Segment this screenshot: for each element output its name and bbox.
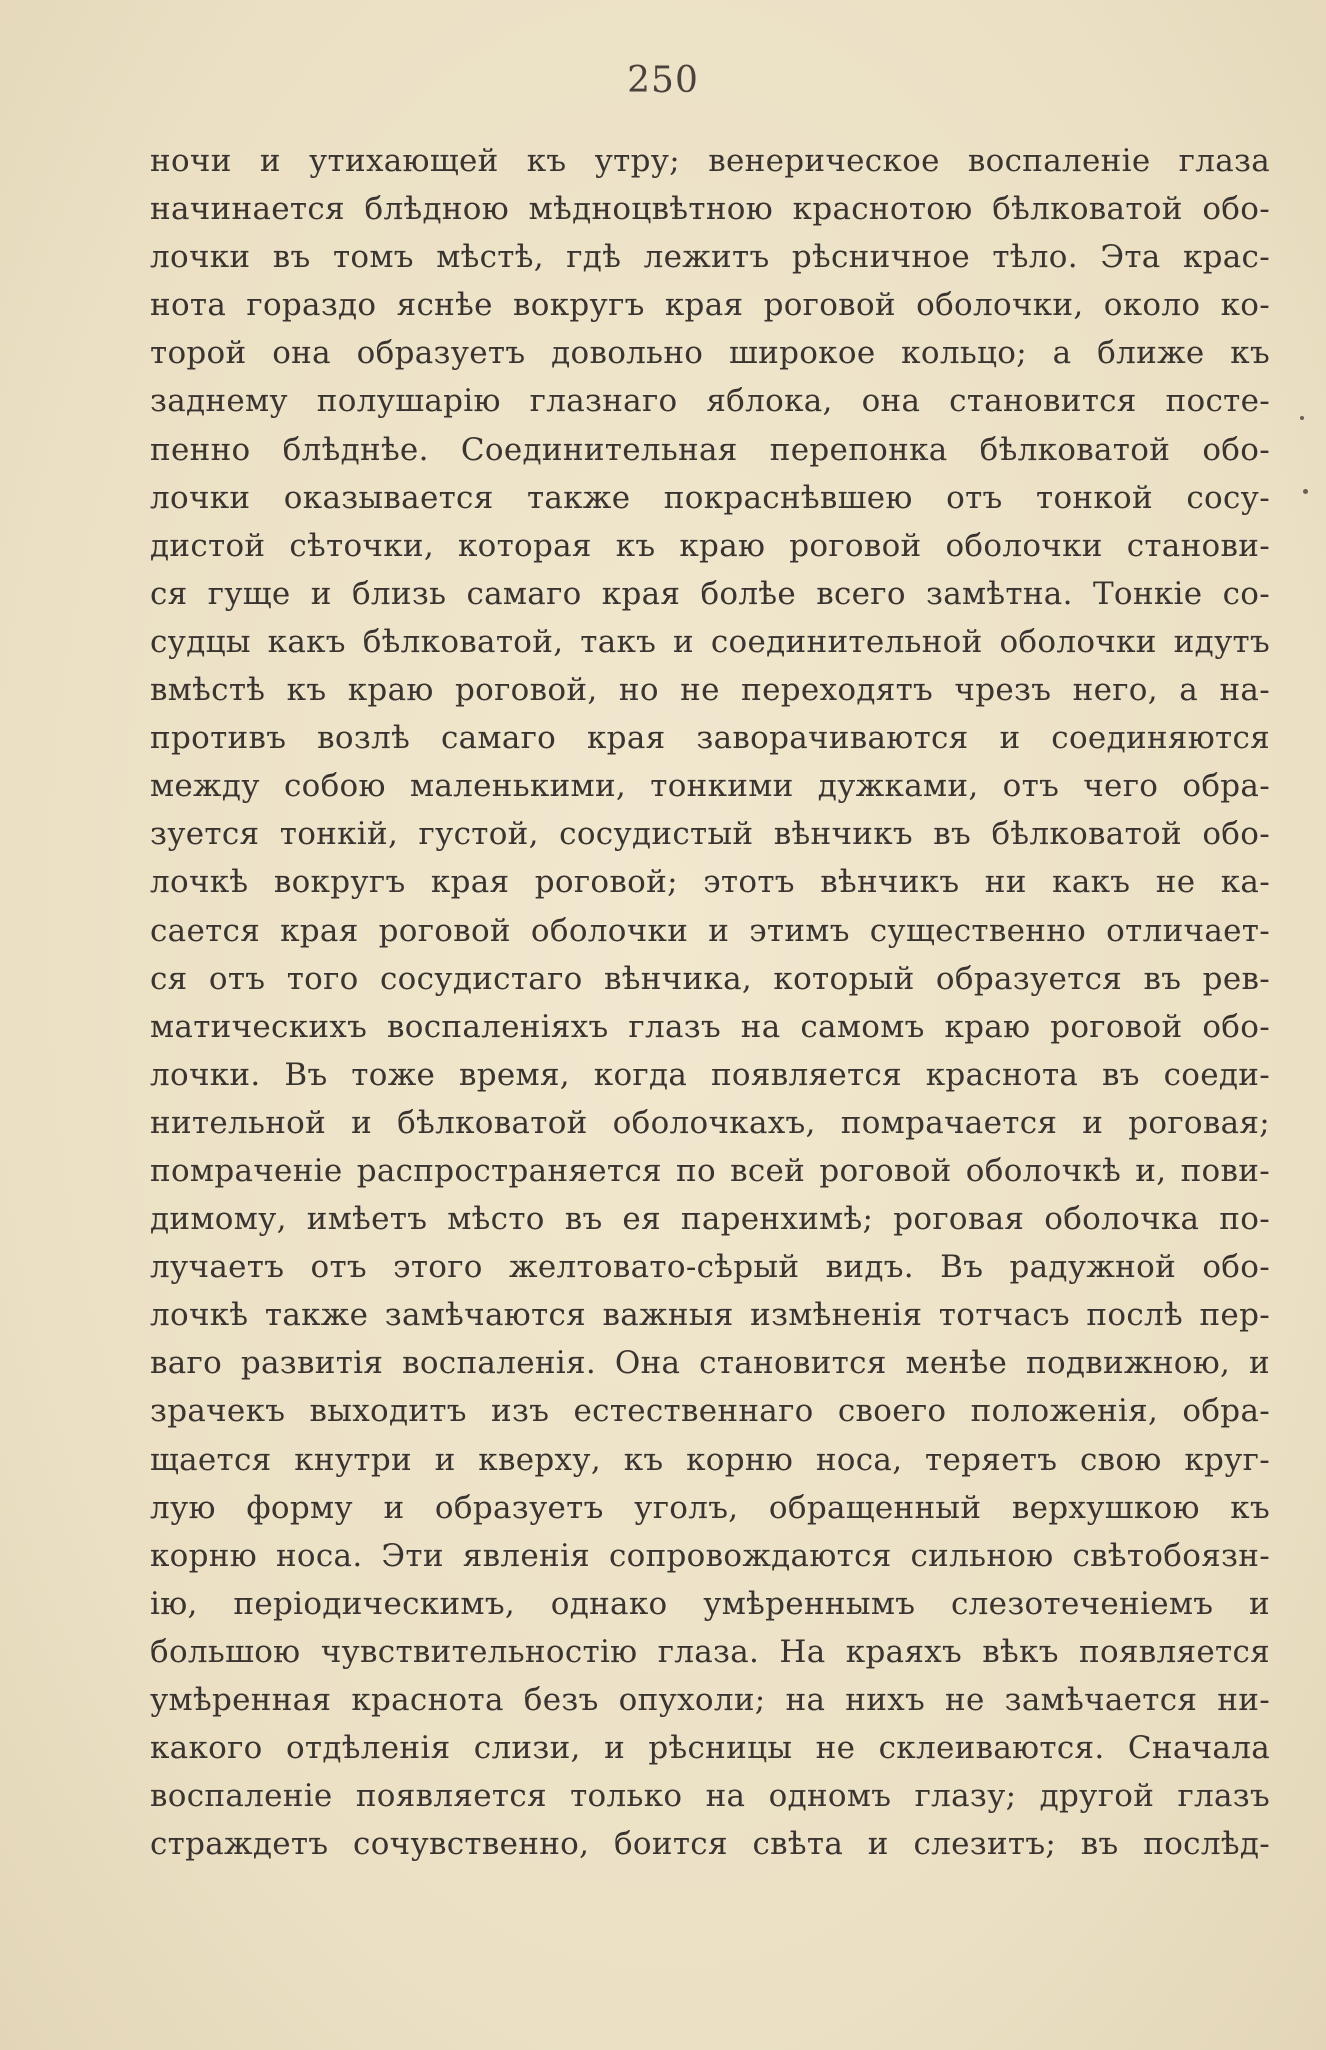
text-line: ночи и утихающей къ утру; венерическое воспаленіе глаза [150, 143, 1270, 179]
page-number: 250 [627, 60, 699, 101]
text-line: зрачекъ выходитъ изъ естественнаго своего положенія, обра- [150, 1393, 1270, 1430]
text-line: ваго развитія воспаленія. Она становится менѣе подвижною, и [150, 1345, 1270, 1382]
text-line: сается края роговой оболочки и этимъ существенно отличает- [150, 912, 1270, 949]
text-line: помраченіе распространяется по всей роговой оболочкѣ и, пови- [150, 1152, 1270, 1189]
text-line: умѣренная краснота безъ опухоли; на нихъ не замѣчается ни- [150, 1682, 1270, 1718]
text-line: начинается блѣдною мѣдноцвѣтною краснотою бѣлковатой обо- [150, 191, 1270, 228]
text-line: матическихъ воспаленіяхъ глазъ на самомъ краю роговой обо- [150, 1008, 1270, 1045]
text-line: нота гораздо яснѣе вокругъ края роговой оболочки, около ко- [150, 287, 1270, 324]
text-line: зуется тонкій, густой, сосудистый вѣнчикъ въ бѣлковатой обо- [150, 816, 1270, 853]
text-line: лочки оказывается также покраснѣвшею отъ тонкой сосу- [150, 479, 1270, 516]
text-line: нительной и бѣлковатой оболочкахъ, помрачается и роговая; [150, 1104, 1270, 1141]
text-line: корню носа. Эти явленія сопровождаются сильною свѣтобоязн- [150, 1537, 1270, 1574]
text-line: лочки. Въ тоже время, когда появляется краснота въ соеди- [150, 1056, 1270, 1093]
text-line: лочкѣ также замѣчаются важныя измѣненія тотчасъ послѣ пер- [150, 1297, 1270, 1334]
body-text [150, 137, 1270, 1868]
text-line: противъ возлѣ самаго края заворачиваются и соединяются [150, 720, 1270, 757]
text-line: заднему полушарію глазнаго яблока, она становится посте- [150, 383, 1270, 420]
text-line: щается кнутри и кверху, къ корню носа, теряетъ свою круг- [150, 1441, 1270, 1478]
text-line: воспаленіе появляется только на одномъ глазу; другой глазъ [150, 1778, 1270, 1815]
text-line: торой она образуетъ довольно широкое кольцо; а ближе къ [150, 335, 1270, 372]
text-line: пенно блѣднѣе. Соединительная перепонка бѣлковатой обо- [150, 431, 1270, 468]
ink-speck [1300, 416, 1304, 420]
ink-speck [1303, 489, 1308, 494]
text-line: димому, имѣетъ мѣсто въ ея паренхимѣ; роговая оболочка по- [150, 1201, 1270, 1238]
text-line: ся гуще и близь самаго края болѣе всего замѣтна. Тонкіе со- [150, 575, 1270, 612]
text-line: ію, періодическимъ, однако умѣреннымъ слезотеченіемъ и [150, 1585, 1270, 1622]
text-line: страждетъ сочувственно, боится свѣта и слезитъ; въ послѣд- [150, 1826, 1270, 1863]
text-line: какого отдѣленія слизи, и рѣсницы не склеиваются. Сначала [150, 1730, 1270, 1767]
text-line: лочки въ томъ мѣстѣ, гдѣ лежитъ рѣсничное тѣло. Эта крас- [150, 239, 1270, 276]
text-line: лочкѣ вокругъ края роговой; этотъ вѣнчикъ ни какъ не ка- [150, 864, 1270, 901]
text-line: вмѣстѣ къ краю роговой, но не переходятъ чрезъ него, а на- [150, 672, 1270, 709]
text-line: ся отъ того сосудистаго вѣнчика, который образуется въ рев- [150, 960, 1270, 997]
text-line: большою чувствительностію глаза. На краяхъ вѣкъ появляется [150, 1633, 1270, 1670]
text-line: судцы какъ бѣлковатой, такъ и соединительной оболочки идутъ [150, 623, 1270, 660]
text-line: лучаетъ отъ этого желтовато-сѣрый видъ. Въ радужной обо- [150, 1249, 1270, 1286]
text-line: лую форму и образуетъ уголъ, обращенный верхушкою къ [150, 1489, 1270, 1526]
text-line: между собою маленькими, тонкими дужками, отъ чего обра- [150, 768, 1270, 805]
text-line: дистой сѣточки, которая къ краю роговой оболочки станови- [150, 527, 1270, 564]
